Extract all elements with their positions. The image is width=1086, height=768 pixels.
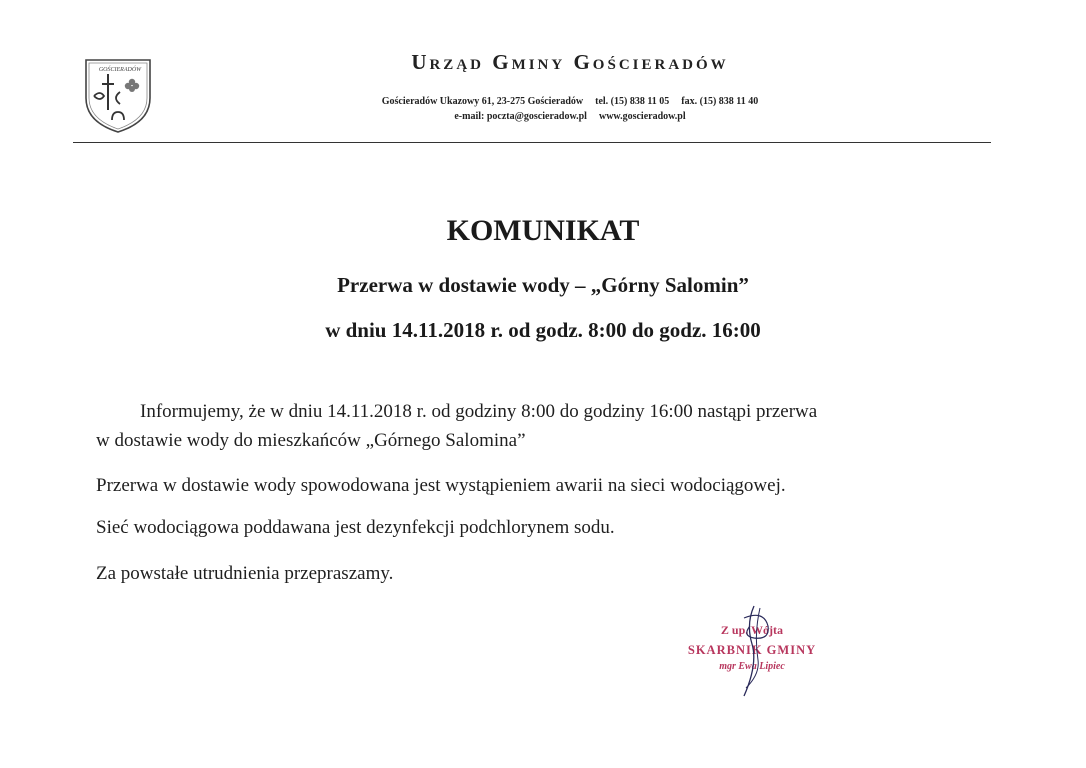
stamp-line-name: mgr Ewa Lipiec [719, 661, 785, 672]
address: Gościeradów Ukazowy 61, 23-275 Gościeradów [381, 96, 584, 107]
letterhead-divider [73, 142, 991, 143]
stamp-line-position: SKARBNIK GMINY [687, 643, 817, 657]
notice-title: KOMUNIKAT [446, 214, 640, 247]
notice-date-line: w dniu 14.11.2018 r. od godz. 8:00 do godz. 16:00 [325, 318, 761, 342]
handwritten-signature-icon [724, 604, 784, 700]
stamp-line-authorization: Z up. Wójta [720, 623, 784, 637]
body-paragraph-1-line-1: Informujemy, że w dniu 14.11.2018 r. od godziny 8:00 do godziny 16:00 nastąpi przerwa [140, 401, 818, 422]
organization-name: Urząd Gminy Gościeradów [411, 50, 729, 74]
contact-line-address [300, 96, 840, 107]
contact-line-online [300, 111, 840, 122]
fax-number: fax. (15) 838 11 40 [681, 96, 759, 107]
crest-text: GOŚCIERADÓW [98, 67, 142, 73]
body-paragraph-4: Za powstałe utrudnienia przepraszamy. [96, 563, 394, 584]
notice-subtitle: Przerwa w dostawie wody – „Górny Salomin” [337, 273, 749, 297]
phone-number: tel. (15) 838 11 05 [595, 96, 670, 107]
body-paragraph-3: Sieć wodociągowa poddawana jest dezynfekcji podchlorynem sodu. [96, 517, 615, 538]
body-paragraph-1-line-2: w dostawie wody do mieszkańców „Górnego Salomina” [96, 430, 526, 451]
email-address[interactable]: e-mail: poczta@goscieradow.pl [454, 111, 587, 122]
website-link[interactable]: www.goscieradow.pl [598, 111, 686, 122]
body-paragraph-2: Przerwa w dostawie wody spowodowana jest wystąpieniem awarii na sieci wodociągowej. [96, 475, 786, 496]
municipality-crest-icon [80, 52, 156, 134]
